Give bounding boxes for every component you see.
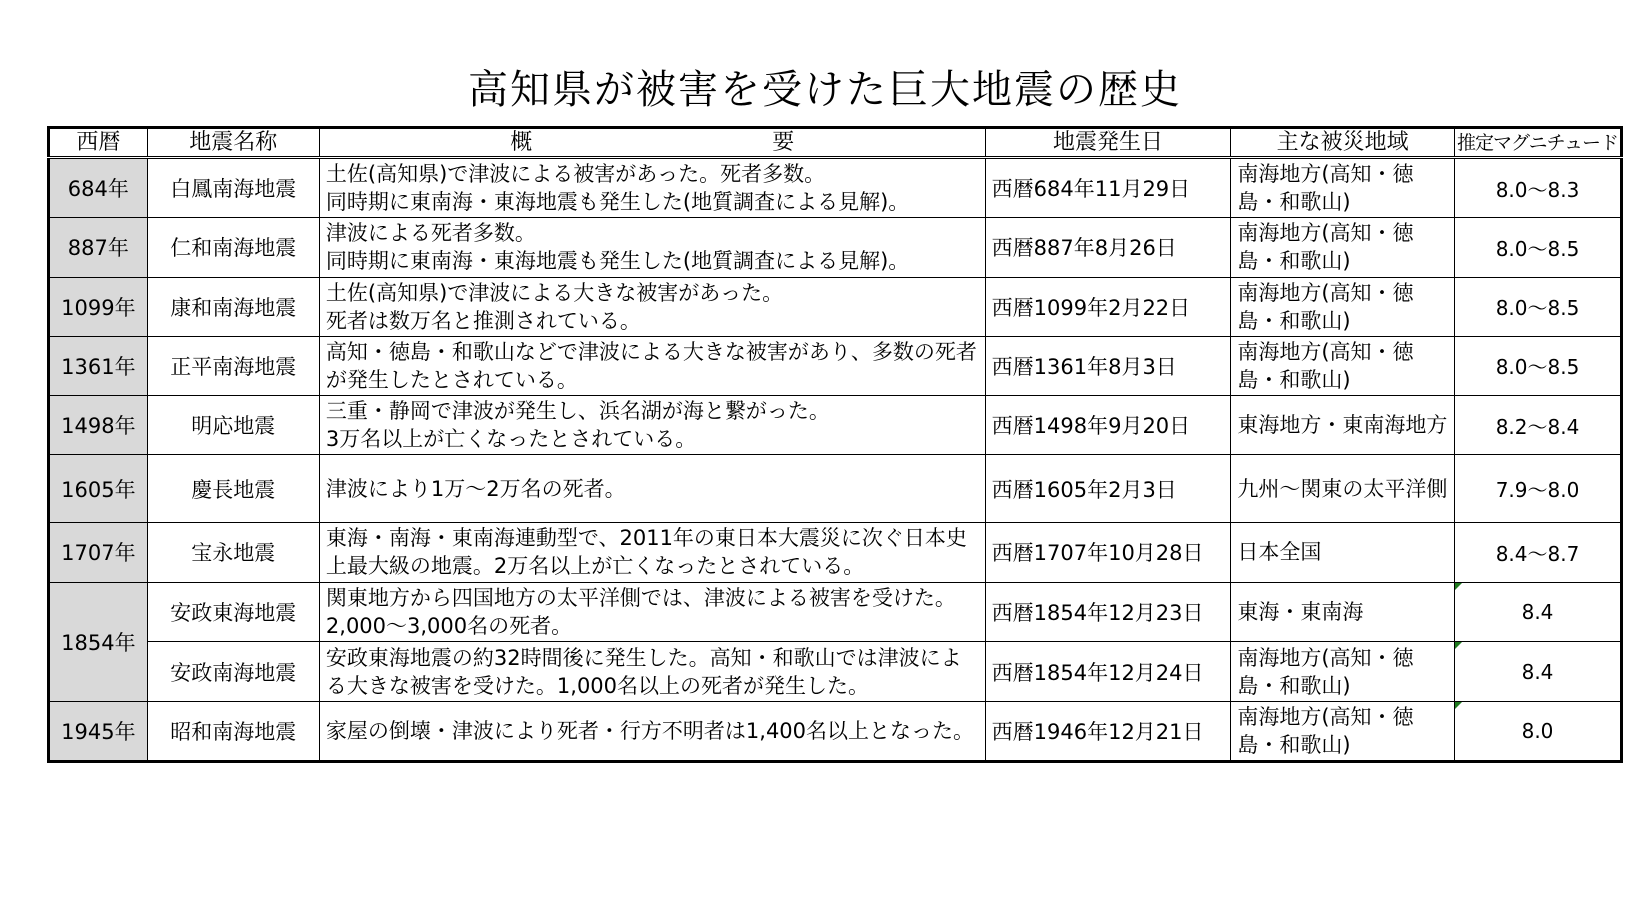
region-cell: 日本全国 [1231, 522, 1455, 582]
date-cell: 西暦887年8月26日 [985, 218, 1231, 277]
quake-name-cell: 白鳳南海地震 [147, 158, 319, 218]
quake-name-cell: 正平南海地震 [147, 336, 319, 395]
quake-name-cell: 宝永地震 [147, 522, 319, 582]
magnitude-cell: 8.2～8.4 [1455, 396, 1622, 455]
region-cell: 南海地方(高知・徳島・和歌山) [1231, 642, 1455, 701]
comment-marker-icon [1455, 702, 1462, 709]
table-row [49, 522, 1622, 582]
date-cell: 西暦1605年2月3日 [985, 455, 1231, 523]
year-cell: 684年 [49, 158, 148, 218]
page-title: 高知県が被害を受けた巨大地震の歴史 [468, 67, 1182, 113]
year-cell: 1854年 [49, 583, 148, 702]
quake-name-cell: 明応地震 [147, 396, 319, 455]
date-cell: 西暦1946年12月21日 [985, 701, 1231, 761]
header-summary-char-1: 概 [510, 129, 533, 155]
magnitude-cell [1455, 583, 1622, 642]
year-cell: 1498年 [49, 396, 148, 455]
summary-cell: 高知・徳島・和歌山などで津波による大きな被害があり、多数の死者が発生したとされている。 [319, 336, 985, 395]
magnitude-value: 8.4 [1521, 659, 1554, 684]
table-row [49, 158, 1622, 218]
summary-cell: 津波による死者多数。 同時期に東南海・東海地震も発生した(地質調査による見解)。 [319, 218, 985, 277]
table-row [49, 701, 1622, 761]
table-row [49, 583, 1622, 642]
year-cell: 1707年 [49, 522, 148, 582]
date-cell: 西暦1854年12月23日 [985, 583, 1231, 642]
summary-cell: 土佐(高知県)で津波による被害があった。死者多数。 同時期に東南海・東海地震も発生した(地質調査による見解)。 [319, 158, 985, 218]
header-name: 地震名称 [147, 128, 319, 158]
date-cell: 西暦1498年9月20日 [985, 396, 1231, 455]
table-row [49, 218, 1622, 277]
header-region: 主な被災地域 [1231, 128, 1455, 158]
magnitude-value: 8.0 [1521, 718, 1554, 743]
region-cell: 南海地方(高知・徳島・和歌山) [1231, 336, 1455, 395]
header-summary [319, 128, 985, 158]
magnitude-value: 8.4 [1521, 600, 1554, 625]
magnitude-cell [1455, 642, 1622, 701]
year-cell: 887年 [49, 218, 148, 277]
date-cell: 西暦1854年12月24日 [985, 642, 1231, 701]
quake-name-cell: 安政東海地震 [147, 583, 319, 642]
magnitude-cell: 8.0～8.5 [1455, 277, 1622, 336]
region-cell: 南海地方(高知・徳島・和歌山) [1231, 277, 1455, 336]
header-date: 地震発生日 [985, 128, 1231, 158]
summary-cell: 土佐(高知県)で津波による大きな被害があった。 死者は数万名と推測されている。 [319, 277, 985, 336]
comment-marker-icon [1455, 642, 1462, 649]
date-cell: 西暦1099年2月22日 [985, 277, 1231, 336]
region-cell: 南海地方(高知・徳島・和歌山) [1231, 218, 1455, 277]
magnitude-cell: 8.0～8.5 [1455, 218, 1622, 277]
header-summary-char-2: 要 [772, 129, 795, 155]
region-cell: 東海地方・東南海地方 [1231, 396, 1455, 455]
date-cell: 西暦684年11月29日 [985, 158, 1231, 218]
summary-cell: 東海・南海・東南海連動型で、2011年の東日本大震災に次ぐ日本史上最大級の地震。2万名以上が亡くなったとされている。 [319, 522, 985, 582]
magnitude-cell: 8.0～8.3 [1455, 158, 1622, 218]
date-cell: 西暦1361年8月3日 [985, 336, 1231, 395]
table-row [49, 396, 1622, 455]
table-row [49, 642, 1622, 701]
summary-cell: 安政東海地震の約32時間後に発生した。高知・和歌山では津波による大きな被害を受けた。1,000名以上の死者が発生した。 [319, 642, 985, 701]
quake-name-cell: 仁和南海地震 [147, 218, 319, 277]
magnitude-cell: 7.9～8.0 [1455, 455, 1622, 523]
region-cell: 東海・東南海 [1231, 583, 1455, 642]
summary-cell: 関東地方から四国地方の太平洋側では、津波による被害を受けた。2,000～3,000名の死者。 [319, 583, 985, 642]
header-magnitude: 推定マグニチュード [1455, 128, 1622, 158]
year-cell: 1945年 [49, 701, 148, 761]
quake-name-cell: 康和南海地震 [147, 277, 319, 336]
table-row [49, 277, 1622, 336]
year-cell: 1099年 [49, 277, 148, 336]
region-cell: 南海地方(高知・徳島・和歌山) [1231, 158, 1455, 218]
summary-cell: 三重・静岡で津波が発生し、浜名湖が海と繋がった。 3万名以上が亡くなったとされている。 [319, 396, 985, 455]
quake-name-cell: 昭和南海地震 [147, 701, 319, 761]
comment-marker-icon [1455, 583, 1462, 590]
region-cell: 九州～関東の太平洋側 [1231, 455, 1455, 523]
magnitude-cell: 8.4～8.7 [1455, 522, 1622, 582]
quake-name-cell: 慶長地震 [147, 455, 319, 523]
summary-cell: 家屋の倒壊・津波により死者・行方不明者は1,400名以上となった。 [319, 701, 985, 761]
date-cell: 西暦1707年10月28日 [985, 522, 1231, 582]
table-row [49, 455, 1622, 523]
quake-name-cell: 安政南海地震 [147, 642, 319, 701]
table-row [49, 336, 1622, 395]
summary-cell: 津波により1万～2万名の死者。 [319, 455, 985, 523]
year-cell: 1361年 [49, 336, 148, 395]
region-cell: 南海地方(高知・徳島・和歌山) [1231, 701, 1455, 761]
header-year: 西暦 [49, 128, 148, 158]
table-header-row [49, 128, 1622, 158]
magnitude-cell [1455, 701, 1622, 761]
earthquake-history-table [47, 126, 1623, 763]
year-cell: 1605年 [49, 455, 148, 523]
magnitude-cell: 8.0～8.5 [1455, 336, 1622, 395]
